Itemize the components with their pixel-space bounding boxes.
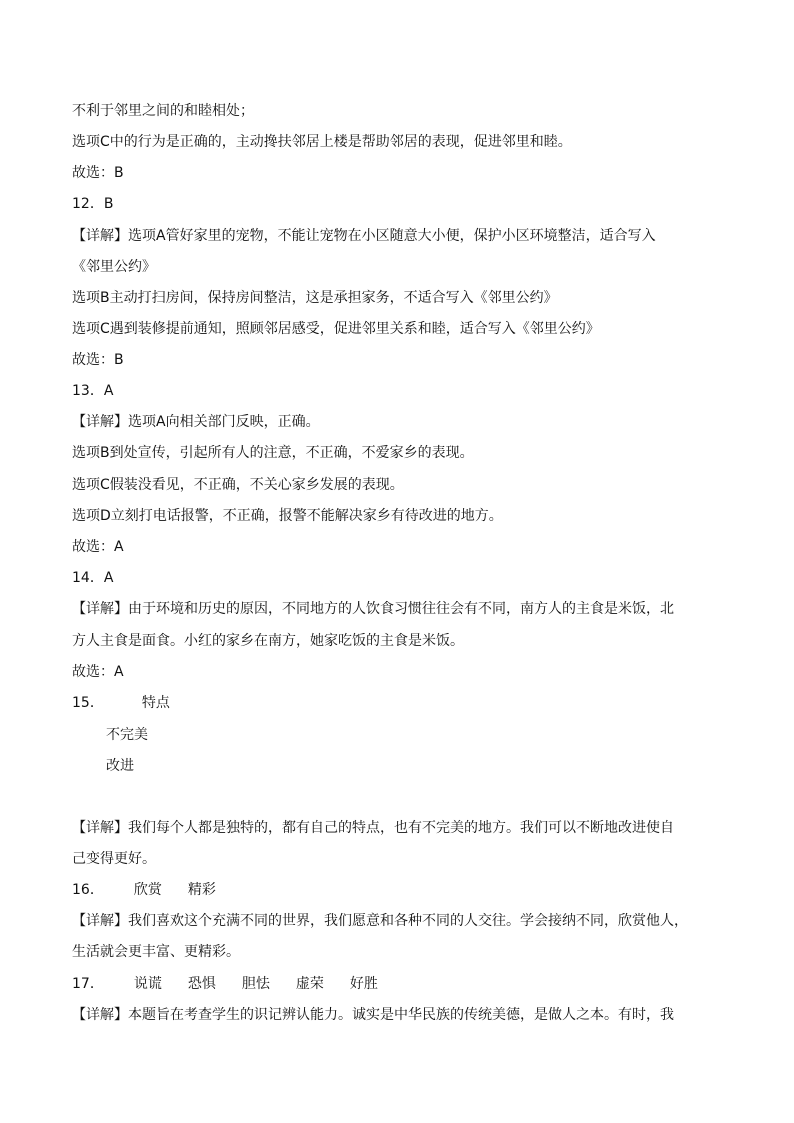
text-line: 【详解】我们每个人都是独特的，都有自己的特点，也有不完美的地方。我们可以不断地改进使自 (72, 820, 674, 836)
question-number: 13．A (72, 383, 114, 399)
text-line: 故选：B (72, 352, 124, 368)
answer-blank: 不完美 (106, 727, 148, 743)
text-line: 选项B到处宣传，引起所有人的注意，不正确，不爱家乡的表现。 (72, 445, 474, 461)
question-number: 12．B (72, 196, 114, 212)
question-number: 17． (72, 976, 104, 992)
text-line: 选项B主动打扫房间，保持房间整洁，这是承担家务，不适合写入《邻里公约》 (72, 290, 558, 306)
question-number: 14．A (72, 570, 114, 586)
text-line: 故选：A (72, 664, 124, 680)
answer-blank: 恐惧 (187, 976, 216, 992)
text-line: 选项C遇到装修提前通知，照顾邻居感受，促进邻里关系和睦，适合写入《邻里公约》 (72, 321, 600, 337)
text-line: 生活就会更丰富、更精彩。 (72, 944, 240, 960)
text-line: 【详解】选项A向相关部门反映，正确。 (72, 414, 320, 430)
answer-blank: 好胜 (349, 976, 378, 992)
answer-blank: 虚荣 (295, 976, 324, 992)
text-line: 【详解】选项A管好家里的宠物，不能让宠物在小区随意大小便，保护小区环境整洁，适合写入 (72, 228, 656, 244)
text-line: 故选：B (72, 165, 124, 181)
text-line: 选项C假装没看见，不正确，不关心家乡发展的表现。 (72, 477, 404, 493)
answer-blank: 精彩 (187, 882, 216, 898)
answer-blank: 特点 (141, 695, 170, 711)
answer-blank: 欣赏 (133, 882, 162, 898)
text-line: 方人主食是面食。小红的家乡在南方，她家吃饭的主食是米饭。 (72, 633, 464, 649)
question-16 (72, 881, 216, 899)
text-line: 【详解】我们喜欢这个充满不同的世界，我们愿意和各种不同的人交往。学会接纳不同，欣赏他人， (72, 913, 688, 929)
text-line: 选项D立刻打电话报警，不正确，报警不能解决家乡有待改进的地方。 (72, 508, 503, 524)
answer-blank: 胆怯 (241, 976, 270, 992)
text-line: 选项C中的行为是正确的，主动搀扶邻居上楼是帮助邻居的表现，促进邻里和睦。 (72, 134, 572, 150)
text-line: 【详解】本题旨在考查学生的识记辨认能力。诚实是中华民族的传统美德，是做人之本。有时，我 (72, 1007, 674, 1023)
text-line: 故选：A (72, 539, 124, 555)
question-17 (72, 975, 378, 993)
question-number: 15． (72, 695, 104, 711)
text-line: 己变得更好。 (72, 851, 156, 867)
text-line: 【详解】由于环境和历史的原因，不同地方的人饮食习惯往往会有不同，南方人的主食是米饭，北 (72, 601, 674, 617)
text-line: 不利于邻里之间的和睦相处； (72, 103, 254, 119)
answer-blank: 说谎 (133, 976, 162, 992)
question-15 (72, 694, 170, 712)
text-line: 《邻里公约》 (72, 259, 156, 275)
question-number: 16． (72, 882, 104, 898)
answer-blank: 改进 (106, 758, 134, 774)
